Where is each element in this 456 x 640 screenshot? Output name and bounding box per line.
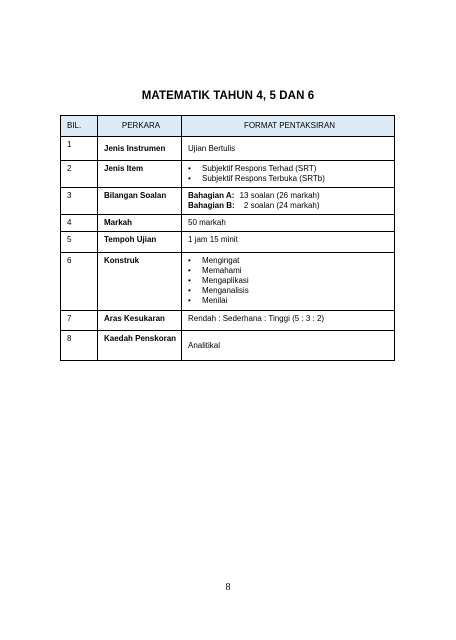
row-number: 3 (61, 188, 98, 215)
list-item: • Mengingat (188, 256, 391, 266)
row-perkara: Aras Kesukaran (98, 311, 182, 331)
perkara-label: Jenis Instrumen (104, 144, 166, 153)
row-number: 4 (61, 215, 98, 232)
row-format: Rendah : Sederhana : Tinggi (5 : 3 : 2) (182, 311, 395, 331)
table-row (61, 232, 395, 253)
row-format: 50 markah (182, 215, 395, 232)
table-row (61, 253, 395, 311)
row-format (182, 331, 395, 361)
list-item: • Memahami (188, 266, 391, 276)
row-perkara: Tempoh Ujian (98, 232, 182, 253)
header-bil: BIL. (61, 116, 98, 137)
section-text: 2 soalan (24 markah) (243, 201, 320, 210)
page-number: 8 (225, 582, 231, 593)
row-number: 6 (61, 253, 98, 311)
table-row (61, 311, 395, 331)
row-perkara: Kaedah Penskoran (98, 331, 182, 361)
assessment-format-table (60, 115, 395, 361)
list-item: • Mengaplikasi (188, 276, 391, 286)
row-perkara: Bilangan Soalan (98, 188, 182, 215)
row-number: 1 (61, 137, 98, 161)
section-line (188, 191, 391, 201)
row-format: 1 jam 15 minit (182, 232, 395, 253)
list-item: • Subjektif Respons Terhad (SRT) (188, 164, 391, 174)
format-text: Analitikal (188, 340, 221, 350)
row-number: 5 (61, 232, 98, 253)
row-format (182, 188, 395, 215)
page-title: MATEMATIK TAHUN 4, 5 DAN 6 (141, 90, 315, 102)
row-number: 8 (61, 331, 98, 361)
table-row (61, 188, 395, 215)
table-row (61, 137, 395, 161)
table-row (61, 215, 395, 232)
table-row (61, 161, 395, 188)
row-format (182, 137, 395, 161)
row-perkara (98, 137, 182, 161)
format-text: Ujian Bertulis (188, 144, 236, 153)
table-row (61, 331, 395, 361)
row-format (182, 253, 395, 311)
header-perkara: PERKARA (98, 116, 182, 137)
row-number: 7 (61, 311, 98, 331)
section-line (188, 201, 391, 211)
section-label: Bahagian B: (188, 201, 235, 210)
row-number: 2 (61, 161, 98, 188)
row-format (182, 161, 395, 188)
header-format: FORMAT PENTAKSIRAN (182, 116, 395, 137)
section-text: 13 soalan (26 markah) (239, 191, 320, 200)
construct-list (188, 256, 391, 306)
row-perkara: Jenis Item (98, 161, 182, 188)
list-item: • Subjektif Respons Terbuka (SRTb) (188, 174, 391, 184)
section-label: Bahagian A: (188, 191, 235, 200)
table-header-row (61, 116, 395, 137)
row-perkara: Konstruk (98, 253, 182, 311)
list-item: • Menganalisis (188, 286, 391, 296)
item-type-list (188, 164, 391, 184)
list-item: • Menilai (188, 296, 391, 306)
row-perkara: Markah (98, 215, 182, 232)
